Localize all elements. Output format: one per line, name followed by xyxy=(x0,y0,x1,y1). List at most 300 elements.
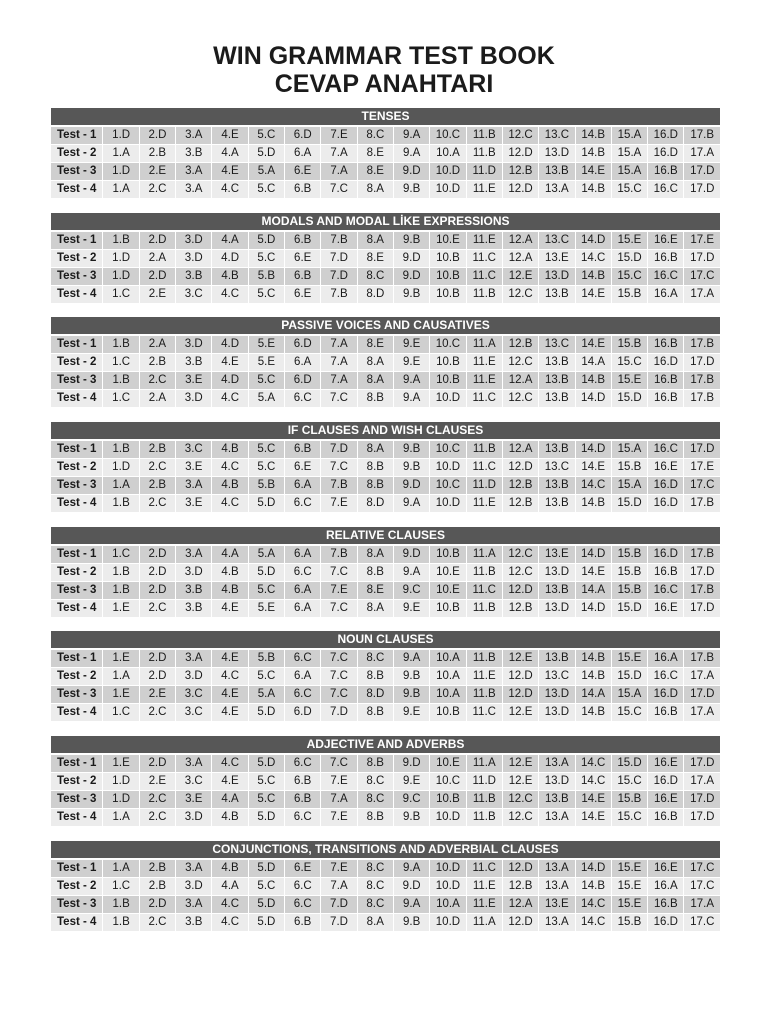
answer-cell: 15.B xyxy=(612,791,647,808)
table-row xyxy=(51,232,720,249)
answer-cell: 9.D xyxy=(394,546,429,563)
answer-cell: 13.B xyxy=(539,354,574,371)
answer-cell: 10.B xyxy=(430,600,465,617)
answer-cell: 9.D xyxy=(394,477,429,494)
answer-table xyxy=(50,649,721,722)
answer-cell: 16.A xyxy=(648,878,683,895)
answer-cell: 1.B xyxy=(103,372,138,389)
answer-cell: 12.A xyxy=(503,250,538,267)
answer-cell: 8.B xyxy=(358,704,393,721)
answer-cell: 6.D xyxy=(285,372,320,389)
test-label: Test - 4 xyxy=(51,600,102,617)
answer-cell: 4.B xyxy=(212,268,247,285)
test-label: Test - 3 xyxy=(51,582,102,599)
answer-cell: 11.B xyxy=(467,564,502,581)
test-label: Test - 1 xyxy=(51,441,102,458)
answer-cell: 15.A xyxy=(612,477,647,494)
answer-cell: 16.B xyxy=(648,704,683,721)
answer-cell: 4.C xyxy=(212,755,247,772)
answer-cell: 3.A xyxy=(176,477,211,494)
answer-cell: 9.E xyxy=(394,773,429,790)
answer-cell: 8.C xyxy=(358,773,393,790)
answer-cell: 10.B xyxy=(430,286,465,303)
answer-cell: 15.D xyxy=(612,668,647,685)
answer-cell: 17.B xyxy=(684,127,720,144)
answer-cell: 9.A xyxy=(394,860,429,877)
answer-cell: 15.C xyxy=(612,181,647,198)
answer-cell: 11.B xyxy=(467,127,502,144)
answer-cell: 14.A xyxy=(576,686,611,703)
answer-cell: 11.E xyxy=(467,668,502,685)
answer-cell: 1.E xyxy=(103,686,138,703)
answer-cell: 15.C xyxy=(612,809,647,826)
answer-cell: 16.D xyxy=(648,495,683,512)
answer-cell: 15.B xyxy=(612,336,647,353)
answer-cell: 13.D xyxy=(539,600,574,617)
answer-cell: 1.C xyxy=(103,286,138,303)
test-label: Test - 2 xyxy=(51,250,102,267)
answer-cell: 12.B xyxy=(503,495,538,512)
answer-cell: 6.C xyxy=(285,495,320,512)
answer-cell: 10.B xyxy=(430,354,465,371)
answer-cell: 1.C xyxy=(103,704,138,721)
answer-cell: 5.D xyxy=(249,564,284,581)
answer-cell: 7.B xyxy=(321,546,356,563)
answer-cell: 14.B xyxy=(576,181,611,198)
answer-cell: 11.C xyxy=(467,250,502,267)
answer-section xyxy=(51,527,720,618)
answer-cell: 17.D xyxy=(684,181,720,198)
answer-cell: 11.D xyxy=(467,477,502,494)
answer-cell: 1.B xyxy=(103,232,138,249)
answer-cell: 17.B xyxy=(684,495,720,512)
test-label: Test - 1 xyxy=(51,755,102,772)
answer-cell: 8.A xyxy=(358,372,393,389)
answer-cell: 2.C xyxy=(140,914,175,931)
answer-cell: 5.B xyxy=(249,477,284,494)
answer-cell: 14.B xyxy=(576,495,611,512)
answer-cell: 1.D xyxy=(103,791,138,808)
answer-cell: 8.B xyxy=(358,390,393,407)
answer-cell: 12.C xyxy=(503,127,538,144)
answer-cell: 11.C xyxy=(467,704,502,721)
answer-cell: 1.B xyxy=(103,896,138,913)
answer-cell: 14.E xyxy=(576,564,611,581)
test-label: Test - 4 xyxy=(51,704,102,721)
answer-cell: 13.D xyxy=(539,268,574,285)
answer-cell: 15.A xyxy=(612,127,647,144)
answer-cell: 10.D xyxy=(430,914,465,931)
answer-cell: 7.C xyxy=(321,650,356,667)
answer-cell: 2.B xyxy=(140,860,175,877)
answer-cell: 15.E xyxy=(612,878,647,895)
answer-cell: 4.A xyxy=(212,232,247,249)
answer-cell: 11.A xyxy=(467,755,502,772)
answer-cell: 8.C xyxy=(358,860,393,877)
answer-cell: 13.B xyxy=(539,495,574,512)
answer-cell: 9.D xyxy=(394,878,429,895)
answer-cell: 8.C xyxy=(358,896,393,913)
answer-cell: 11.A xyxy=(467,336,502,353)
answer-cell: 4.A xyxy=(212,878,247,895)
answer-cell: 5.D xyxy=(249,914,284,931)
answer-cell: 11.E xyxy=(467,232,502,249)
answer-cell: 5.D xyxy=(249,755,284,772)
answer-cell: 16.B xyxy=(648,372,683,389)
answer-cell: 14.E xyxy=(576,286,611,303)
answer-cell: 7.C xyxy=(321,600,356,617)
answer-cell: 13.C xyxy=(539,459,574,476)
answer-cell: 2.C xyxy=(140,600,175,617)
answer-cell: 3.A xyxy=(176,181,211,198)
answer-cell: 13.C xyxy=(539,127,574,144)
answer-cell: 17.B xyxy=(684,546,720,563)
answer-cell: 13.B xyxy=(539,791,574,808)
answer-cell: 1.A xyxy=(103,809,138,826)
answer-cell: 1.E xyxy=(103,600,138,617)
answer-cell: 14.B xyxy=(576,127,611,144)
answer-cell: 10.A xyxy=(430,686,465,703)
answer-cell: 12.D xyxy=(503,668,538,685)
answer-section xyxy=(51,213,720,304)
table-row xyxy=(51,477,720,494)
section-title: CONJUNCTIONS, TRANSITIONS AND ADVERBIAL CLAUSES xyxy=(51,841,720,858)
answer-cell: 17.C xyxy=(684,878,720,895)
answer-cell: 10.A xyxy=(430,145,465,162)
answer-cell: 17.B xyxy=(684,372,720,389)
answer-cell: 17.D xyxy=(684,354,720,371)
answer-cell: 9.E xyxy=(394,600,429,617)
answer-cell: 16.E xyxy=(648,755,683,772)
page-title-line1: WIN GRAMMAR TEST BOOK xyxy=(213,42,555,70)
table-row xyxy=(51,372,720,389)
answer-cell: 16.A xyxy=(648,286,683,303)
answer-cell: 14.E xyxy=(576,459,611,476)
answer-cell: 11.E xyxy=(467,896,502,913)
answer-cell: 3.B xyxy=(176,914,211,931)
answer-cell: 7.A xyxy=(321,145,356,162)
section-title: IF CLAUSES AND WISH CLAUSES xyxy=(51,422,720,439)
answer-cell: 13.C xyxy=(539,336,574,353)
answer-cell: 5.D xyxy=(249,704,284,721)
answer-cell: 7.C xyxy=(321,755,356,772)
answer-cell: 2.A xyxy=(140,250,175,267)
answer-cell: 1.E xyxy=(103,755,138,772)
test-label: Test - 3 xyxy=(51,477,102,494)
answer-cell: 2.B xyxy=(140,878,175,895)
answer-cell: 9.A xyxy=(394,390,429,407)
answer-cell: 16.E xyxy=(648,791,683,808)
answer-cell: 8.D xyxy=(358,286,393,303)
answer-cell: 14.D xyxy=(576,860,611,877)
answer-cell: 7.D xyxy=(321,914,356,931)
answer-cell: 4.D xyxy=(212,372,247,389)
test-label: Test - 1 xyxy=(51,546,102,563)
answer-cell: 16.B xyxy=(648,336,683,353)
table-row xyxy=(51,704,720,721)
answer-cell: 3.C xyxy=(176,704,211,721)
table-row xyxy=(51,773,720,790)
answer-cell: 6.A xyxy=(285,600,320,617)
answer-cell: 1.C xyxy=(103,354,138,371)
answer-cell: 7.E xyxy=(321,495,356,512)
test-label: Test - 1 xyxy=(51,650,102,667)
answer-cell: 12.A xyxy=(503,232,538,249)
test-label: Test - 2 xyxy=(51,354,102,371)
table-row xyxy=(51,390,720,407)
test-label: Test - 4 xyxy=(51,914,102,931)
answer-cell: 12.A xyxy=(503,896,538,913)
answer-cell: 6.E xyxy=(285,459,320,476)
table-row xyxy=(51,600,720,617)
answer-cell: 11.A xyxy=(467,914,502,931)
answer-cell: 12.B xyxy=(503,336,538,353)
answer-cell: 2.D xyxy=(140,582,175,599)
answer-cell: 15.D xyxy=(612,755,647,772)
answer-cell: 1.C xyxy=(103,546,138,563)
answer-cell: 15.E xyxy=(612,650,647,667)
answer-cell: 5.D xyxy=(249,145,284,162)
answer-cell: 17.B xyxy=(684,582,720,599)
answer-cell: 8.B xyxy=(358,755,393,772)
answer-cell: 3.A xyxy=(176,127,211,144)
answer-cell: 16.D xyxy=(648,914,683,931)
answer-table xyxy=(50,545,721,618)
answer-cell: 15.B xyxy=(612,459,647,476)
answer-cell: 14.D xyxy=(576,441,611,458)
answer-cell: 5.C xyxy=(249,441,284,458)
answer-cell: 3.A xyxy=(176,546,211,563)
test-label: Test - 2 xyxy=(51,773,102,790)
answer-cell: 6.B xyxy=(285,914,320,931)
answer-cell: 1.D xyxy=(103,773,138,790)
test-label: Test - 3 xyxy=(51,268,102,285)
answer-cell: 6.A xyxy=(285,668,320,685)
answer-cell: 14.B xyxy=(576,268,611,285)
answer-cell: 7.E xyxy=(321,582,356,599)
answer-cell: 10.B xyxy=(430,704,465,721)
section-title: PASSIVE VOICES AND CAUSATIVES xyxy=(51,317,720,334)
answer-cell: 15.C xyxy=(612,773,647,790)
answer-cell: 4.A xyxy=(212,546,247,563)
answer-cell: 8.B xyxy=(358,564,393,581)
answer-cell: 5.D xyxy=(249,809,284,826)
answer-cell: 5.A xyxy=(249,163,284,180)
answer-cell: 17.D xyxy=(684,163,720,180)
answer-cell: 15.A xyxy=(612,441,647,458)
table-row xyxy=(51,582,720,599)
answer-cell: 7.B xyxy=(321,286,356,303)
answer-cell: 2.E xyxy=(140,686,175,703)
answer-cell: 17.D xyxy=(684,600,720,617)
answer-cell: 3.E xyxy=(176,495,211,512)
answer-cell: 12.C xyxy=(503,791,538,808)
answer-cell: 16.D xyxy=(648,686,683,703)
answer-cell: 9.B xyxy=(394,459,429,476)
answer-cell: 1.A xyxy=(103,860,138,877)
answer-cell: 17.A xyxy=(684,704,720,721)
answer-cell: 6.C xyxy=(285,390,320,407)
page-title-line2: CEVAP ANAHTARI xyxy=(274,70,494,98)
answer-section xyxy=(51,317,720,408)
answer-cell: 17.C xyxy=(684,477,720,494)
answer-cell: 11.B xyxy=(467,441,502,458)
answer-cell: 5.E xyxy=(249,354,284,371)
answer-cell: 13.A xyxy=(539,878,574,895)
answer-cell: 7.D xyxy=(321,268,356,285)
answer-cell: 9.D xyxy=(394,268,429,285)
answer-cell: 7.B xyxy=(321,232,356,249)
answer-cell: 8.E xyxy=(358,582,393,599)
answer-cell: 4.E xyxy=(212,650,247,667)
answer-cell: 7.C xyxy=(321,668,356,685)
answer-cell: 4.E xyxy=(212,686,247,703)
answer-cell: 13.D xyxy=(539,686,574,703)
answer-table xyxy=(50,231,721,304)
answer-cell: 4.C xyxy=(212,914,247,931)
answer-cell: 6.C xyxy=(285,809,320,826)
answer-cell: 15.B xyxy=(612,564,647,581)
table-row xyxy=(51,860,720,877)
answer-cell: 2.E xyxy=(140,773,175,790)
answer-cell: 15.E xyxy=(612,860,647,877)
table-row xyxy=(51,268,720,285)
answer-cell: 16.B xyxy=(648,250,683,267)
answer-cell: 6.B xyxy=(285,232,320,249)
answer-cell: 7.D xyxy=(321,441,356,458)
answer-cell: 4.C xyxy=(212,286,247,303)
answer-cell: 17.D xyxy=(684,755,720,772)
answer-cell: 17.E xyxy=(684,459,720,476)
answer-cell: 3.A xyxy=(176,860,211,877)
answer-cell: 15.D xyxy=(612,600,647,617)
answer-cell: 10.A xyxy=(430,896,465,913)
test-label: Test - 3 xyxy=(51,896,102,913)
answer-cell: 15.C xyxy=(612,354,647,371)
answer-cell: 3.B xyxy=(176,600,211,617)
answer-cell: 4.A xyxy=(212,145,247,162)
answer-cell: 12.C xyxy=(503,564,538,581)
answer-cell: 2.B xyxy=(140,145,175,162)
answer-cell: 7.A xyxy=(321,336,356,353)
answer-cell: 2.D xyxy=(140,896,175,913)
answer-cell: 16.B xyxy=(648,809,683,826)
answer-cell: 2.C xyxy=(140,495,175,512)
answer-cell: 11.E xyxy=(467,878,502,895)
answer-cell: 3.E xyxy=(176,372,211,389)
answer-section xyxy=(51,631,720,722)
answer-cell: 6.C xyxy=(285,896,320,913)
answer-cell: 1.D xyxy=(103,163,138,180)
test-label: Test - 2 xyxy=(51,878,102,895)
test-label: Test - 1 xyxy=(51,232,102,249)
answer-cell: 14.B xyxy=(576,668,611,685)
answer-cell: 1.C xyxy=(103,390,138,407)
answer-cell: 13.A xyxy=(539,860,574,877)
answer-cell: 17.A xyxy=(684,773,720,790)
answer-cell: 8.C xyxy=(358,791,393,808)
answer-cell: 10.B xyxy=(430,268,465,285)
answer-cell: 9.E xyxy=(394,704,429,721)
answer-cell: 8.A xyxy=(358,914,393,931)
answer-cell: 1.D xyxy=(103,127,138,144)
answer-cell: 5.A xyxy=(249,686,284,703)
answer-cell: 17.D xyxy=(684,441,720,458)
answer-cell: 6.A xyxy=(285,354,320,371)
answer-cell: 17.B xyxy=(684,390,720,407)
answer-cell: 8.A xyxy=(358,600,393,617)
answer-cell: 3.E xyxy=(176,791,211,808)
answer-cell: 11.E xyxy=(467,495,502,512)
answer-cell: 8.C xyxy=(358,127,393,144)
answer-cell: 6.E xyxy=(285,860,320,877)
answer-cell: 7.E xyxy=(321,127,356,144)
answer-cell: 17.C xyxy=(684,860,720,877)
answer-cell: 14.D xyxy=(576,546,611,563)
answer-cell: 2.D xyxy=(140,232,175,249)
answer-table xyxy=(50,859,721,932)
answer-cell: 3.D xyxy=(176,878,211,895)
table-row xyxy=(51,564,720,581)
answer-cell: 4.B xyxy=(212,582,247,599)
answer-cell: 1.A xyxy=(103,477,138,494)
answer-cell: 7.B xyxy=(321,477,356,494)
answer-cell: 16.D xyxy=(648,773,683,790)
answer-cell: 11.B xyxy=(467,791,502,808)
answer-cell: 14.A xyxy=(576,582,611,599)
answer-cell: 5.D xyxy=(249,896,284,913)
answer-cell: 11.A xyxy=(467,546,502,563)
answer-cell: 9.B xyxy=(394,181,429,198)
answer-cell: 8.B xyxy=(358,668,393,685)
answer-cell: 2.A xyxy=(140,336,175,353)
answer-cell: 10.B xyxy=(430,546,465,563)
answer-cell: 9.B xyxy=(394,441,429,458)
answer-cell: 3.D xyxy=(176,232,211,249)
answer-cell: 1.D xyxy=(103,268,138,285)
answer-cell: 7.A xyxy=(321,372,356,389)
answer-cell: 1.B xyxy=(103,914,138,931)
answer-cell: 13.B xyxy=(539,477,574,494)
answer-cell: 15.D xyxy=(612,390,647,407)
answer-cell: 13.B xyxy=(539,582,574,599)
answer-cell: 11.B xyxy=(467,286,502,303)
answer-cell: 16.C xyxy=(648,668,683,685)
answer-cell: 4.E xyxy=(212,773,247,790)
answer-cell: 17.A xyxy=(684,145,720,162)
answer-cell: 17.A xyxy=(684,286,720,303)
answer-cell: 2.D xyxy=(140,127,175,144)
answer-cell: 5.C xyxy=(249,773,284,790)
answer-cell: 11.C xyxy=(467,582,502,599)
answer-cell: 15.A xyxy=(612,163,647,180)
answer-cell: 2.C xyxy=(140,459,175,476)
answer-cell: 1.E xyxy=(103,650,138,667)
answer-cell: 4.D xyxy=(212,336,247,353)
answer-cell: 5.C xyxy=(249,878,284,895)
answer-cell: 3.A xyxy=(176,896,211,913)
answer-cell: 11.D xyxy=(467,773,502,790)
answer-cell: 5.C xyxy=(249,127,284,144)
test-label: Test - 1 xyxy=(51,336,102,353)
answer-cell: 5.D xyxy=(249,495,284,512)
answer-cell: 1.A xyxy=(103,668,138,685)
answer-cell: 6.B xyxy=(285,791,320,808)
answer-cell: 2.A xyxy=(140,390,175,407)
answer-cell: 12.D xyxy=(503,686,538,703)
answer-cell: 5.E xyxy=(249,600,284,617)
answer-cell: 6.B xyxy=(285,268,320,285)
